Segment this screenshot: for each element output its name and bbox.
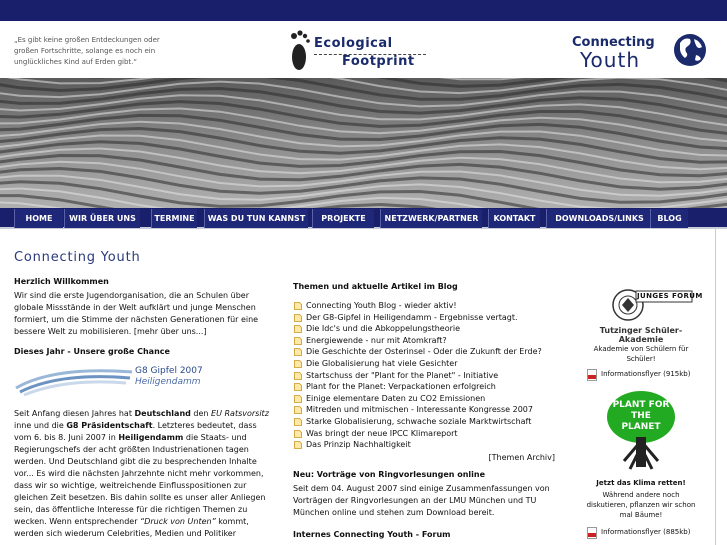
page-title: Connecting Youth (14, 250, 141, 265)
plant-for-the-planet-logo[interactable] (606, 391, 676, 475)
nav-item-netzwerk-partner[interactable]: NETZWERK/PARTNER (380, 209, 482, 228)
document-icon (294, 441, 302, 449)
blog-article-title: Was bringt der neue IPCC Klimareport (306, 428, 458, 438)
g8-swoosh-icon (14, 366, 134, 396)
pdf-icon (587, 369, 597, 381)
blog-article-title: Das Prinzip Nachhaltigkeit (306, 440, 411, 450)
blog-article-link[interactable] (293, 381, 555, 393)
blog-column (293, 282, 555, 543)
blog-article-link[interactable] (293, 370, 555, 382)
academy-text: Akademie von Schülern für Schüler! (593, 345, 689, 363)
right-divider (715, 229, 716, 545)
blog-article-title: Connecting Youth Blog - wieder aktiv! (306, 301, 457, 310)
document-icon (294, 372, 302, 380)
year-text-bold-1: Deutschland (134, 409, 191, 418)
document-icon (294, 337, 302, 345)
blog-article-link[interactable] (293, 358, 555, 370)
year-text-6: kommt, werden sich wiederum Celebrities, Medien und Politiker (14, 517, 249, 538)
blog-article-title: Plant for the Planet: Verpackationen erfolgreich (306, 382, 496, 392)
blog-article-list (293, 300, 555, 451)
junges-forum-emblem-icon (578, 283, 704, 327)
blog-article-title: Startschuss der "Plant for the Planet" - Initiative (306, 370, 499, 380)
eco-logo-line1: Ecological (314, 36, 393, 51)
blog-article-link[interactable] (293, 346, 555, 358)
nav-item-termine[interactable]: TERMINE (151, 209, 197, 228)
flyer-link-1[interactable] (587, 370, 704, 378)
welcome-heading: Herzlich Willkommen (14, 277, 109, 286)
document-icon (294, 348, 302, 356)
flyer-link-2[interactable] (587, 528, 704, 536)
blog-article-title: Die Globalisierung hat viele Gesichter (306, 358, 458, 368)
pdf-icon (587, 527, 597, 539)
junges-forum-logo[interactable] (578, 283, 704, 344)
year-text-5: die Staats- und Regierungschefs der acht größten Industrienationen tagen werden. Und Deutschland gibt die zu besprechenden Inhalte vor... Es wird die nächsten Jahrzehnte nicht mehr vorkommen, dass wir so wichtige, weitreichende Einflusspositionen zur gleichen Zeit besetzen. Bis dahin sollte es unser aller Anliegen sein, das öffentliche Interesse für die richtigen Themen zu wecken. Wenn entsprechender (14, 433, 266, 526)
header-quote: „Es gibt keine großen Entdeckungen oder großen Fortschritte, solange es noch ein unglückliches Kind auf Erden gibt.“ (14, 36, 160, 66)
g8-logo-title: G8 Gipfel 2007 (135, 366, 203, 376)
blog-article-link[interactable] (293, 439, 555, 451)
blog-article-link[interactable] (293, 416, 555, 428)
document-icon (294, 395, 302, 403)
year-text-2: den (190, 409, 212, 418)
welcome-text (14, 290, 276, 338)
g8-logo-subtitle: Heiligendamm (135, 377, 201, 387)
blog-article-link[interactable] (293, 393, 555, 405)
footprint-icon (286, 27, 312, 73)
document-icon (294, 406, 302, 414)
document-icon (294, 360, 302, 368)
cy-logo-line2: Youth (580, 48, 640, 72)
welcome-body: Wir sind die erste Jugendorganisation, die an Schulen über globale Missstände in der Welt aufklärt und junge Menschen formiert, um die Stimme der nächsten Generationen für eine bessere Welt zu mobilisieren. (14, 291, 259, 336)
blog-article-title: Mitreden und mitmischen - Interessante Kongresse 2007 (306, 405, 533, 415)
blog-article-title: Der G8-Gipfel in Heiligendamm - Ergebnisse vertagt. (306, 312, 518, 322)
document-icon (294, 430, 302, 438)
sand-dunes-image (0, 78, 727, 208)
blog-article-title: Energiewende - nur mit Atomkraft? (306, 335, 447, 345)
sidebar (578, 283, 704, 536)
climate-heading: Jetzt das Klima retten! (596, 479, 686, 487)
year-text-italic-1: EU Ratsvorsitz (211, 409, 269, 418)
document-icon (294, 314, 302, 322)
year-text-3: inne und die (14, 421, 67, 430)
junges-forum-label: JUNGES FORUM (637, 292, 703, 300)
year-text-1: Seit Anfang diesen Jahres hat (14, 409, 135, 418)
blog-article-link[interactable] (293, 300, 555, 312)
nav-item-home[interactable]: HOME (14, 209, 63, 228)
lectures-heading: Neu: Vorträge von Ringvorlesungen online (293, 469, 486, 479)
year-text (14, 408, 276, 540)
flyer-2-label: Informationsflyer (885kb) (601, 528, 691, 536)
year-text-bold-2: G8 Präsidentschaft (66, 421, 153, 430)
nav-item-was-du-tun-kannst[interactable]: WAS DU TUN KANNST (204, 209, 308, 228)
blog-heading: Themen und aktuelle Artikel im Blog (293, 282, 458, 291)
blog-article-link[interactable] (293, 312, 555, 324)
climate-text: Während andere noch diskutieren, pflanzen wir schon mal Bäume! (586, 491, 696, 519)
year-text-bold-3: Heiligendamm (118, 433, 184, 442)
themen-archiv-link[interactable]: [Themen Archiv] (488, 452, 555, 462)
year-text-4: . Letzteres bedeutet, dass vom 6. bis 8. Juni 2007 in (14, 421, 257, 442)
document-icon (294, 418, 302, 426)
g8-summit-logo[interactable] (14, 362, 276, 398)
cy-logo-line1: Connecting (572, 35, 655, 50)
blog-article-title: Die Geschichte der Osterinsel - Oder die Zukunft der Erde? (306, 347, 542, 357)
blog-article-link[interactable] (293, 428, 555, 440)
connecting-youth-logo[interactable] (570, 25, 720, 75)
nav-item-downloads-links[interactable]: DOWNLOADS/LINKS (546, 209, 652, 228)
blog-article-title: Starke Globalisierung, schwache soziale Marktwirtschaft (306, 416, 532, 426)
nav-item-projekte[interactable]: PROJEKTE (312, 209, 374, 228)
eco-logo-line2: Footprint (342, 54, 415, 69)
year-heading: Dieses Jahr - Unsere große Chance (14, 347, 170, 356)
main-navigation (0, 208, 727, 229)
blog-article-title: Einige elementare Daten zu CO2 Emissionen (306, 393, 486, 403)
top-bar (0, 0, 727, 21)
sand-dunes-banner (0, 78, 727, 208)
blog-article-link[interactable] (293, 335, 555, 347)
lectures-text: Seit dem 04. August 2007 sind einige Zusammenfassungen von Vorträgen der Ringvorlesungen an der LMU München und TU München online und stehen zum Download bereit. (293, 483, 550, 517)
blog-article-link[interactable] (293, 404, 555, 416)
nav-item-blog[interactable]: BLOG (650, 209, 688, 228)
globe-icon (672, 27, 708, 73)
more-about-us-link[interactable]: [mehr über uns...] (133, 327, 207, 336)
ecological-footprint-logo[interactable] (286, 25, 446, 75)
plant-logo-text: PLANT FOR THE PLANET (612, 400, 670, 432)
nav-item-kontakt[interactable]: KONTAKT (488, 209, 540, 228)
year-text-italic-2: “Druck von Unten” (140, 517, 216, 526)
blog-article-title: Die Idc's und die Abkoppelungstheorie (306, 324, 461, 334)
main-content (14, 250, 276, 540)
nav-item-wir-über-uns[interactable]: WIR ÜBER UNS (64, 209, 140, 228)
forum-heading: Internes Connecting Youth - Forum (293, 529, 451, 539)
header (0, 21, 727, 78)
document-icon (294, 302, 302, 310)
flyer-1-label: Informationsflyer (915kb) (601, 370, 691, 378)
tutzinger-label: Tutzinger Schüler-Akademie (599, 326, 683, 344)
blog-article-link[interactable] (293, 323, 555, 335)
document-icon (294, 325, 302, 333)
document-icon (294, 383, 302, 391)
